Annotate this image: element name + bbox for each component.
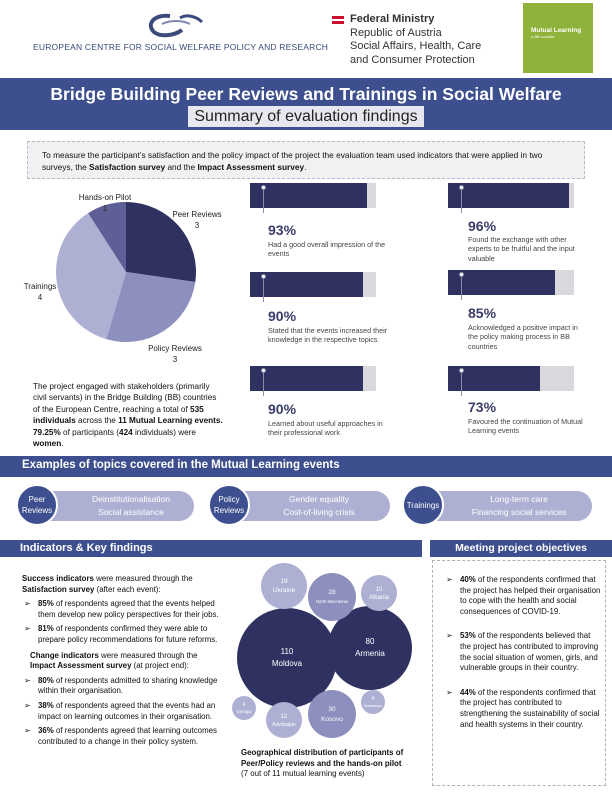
stake-t4: individuals) were <box>132 427 196 437</box>
stat-marker-dot <box>261 274 266 279</box>
stat-marker-dot <box>459 185 464 190</box>
stat-bar-fill <box>448 270 555 295</box>
stat-card <box>250 366 383 451</box>
bubble-azerbaijan-circle <box>266 702 302 738</box>
bubble-kosovo-circle <box>308 690 356 738</box>
bubble-georgia-circle <box>232 696 256 720</box>
pie-label-peer-value: 3 <box>194 221 200 230</box>
success-item <box>22 599 222 620</box>
intro-text-1: To measure the participant’s satisfaction and the policy impact of the project the evaluation team used indicators that were applied in two surveys, the <box>42 150 543 172</box>
indicators-heading: Indicators & Key findings <box>20 542 153 554</box>
bubble-kosovo <box>308 690 356 738</box>
bubble-georgia-name: Georgia <box>236 709 252 714</box>
ministry-line-1: Federal Ministry <box>350 13 435 25</box>
topic-policy-2: Cost-of-living crisis <box>283 507 355 517</box>
stat-card <box>448 270 578 360</box>
objective-item <box>446 575 602 617</box>
intro-survey-1: Satisfaction survey <box>89 162 166 172</box>
ecsw-logo <box>140 10 210 42</box>
stat-bar <box>448 183 574 208</box>
intro-text-2: and the <box>165 162 198 172</box>
pie-label-hands-value: 1 <box>102 204 108 213</box>
geo-bubble-chart <box>232 562 417 744</box>
page-title: Bridge Building Peer Reviews and Trainings in Social Welfare <box>50 84 562 104</box>
change-t2: (at project end): <box>131 661 189 671</box>
stat-card <box>250 183 386 263</box>
bubble-georgia-value: 4 <box>242 702 246 708</box>
stake-t2: across the <box>75 416 119 426</box>
change-item-value: 38% <box>38 700 54 710</box>
success-item <box>22 624 222 645</box>
stat-marker-dot <box>459 272 464 277</box>
success-item-text: of respondents confirmed they were able to prepare policy recommendations for future reforms. <box>38 624 218 644</box>
stat-percent: 96% <box>468 218 497 234</box>
pie-label-hands-on <box>70 192 140 214</box>
ministry-line-3: Social Affairs, Health, Care <box>350 40 482 52</box>
change-item <box>22 676 222 697</box>
stat-description: Had a good overall impression of the events <box>268 240 386 259</box>
stat-description: Learned about useful approaches in their professional work <box>268 419 383 438</box>
ministry-line-2: Republic of Austria <box>350 26 442 39</box>
topic-policy-items <box>254 493 384 519</box>
bubble-ukraine-name: Ukraine <box>272 587 296 594</box>
objective-value: 40% <box>460 575 476 584</box>
stake-t3: of participants ( <box>60 427 120 437</box>
stat-bar-fill <box>448 183 569 208</box>
pie-label-peer <box>162 209 232 231</box>
bubble-moldova-name: Moldova <box>271 659 303 668</box>
change-item <box>22 726 222 747</box>
stat-card <box>448 183 574 263</box>
bubble-azerbaijan <box>266 702 302 738</box>
stat-percent: 90% <box>268 308 297 324</box>
bubble-georgia <box>232 696 256 720</box>
mutual-learning-logo <box>523 3 593 73</box>
bubble-kosovo-name: Kosovo <box>321 716 343 723</box>
success-survey: Satisfaction survey <box>22 584 95 594</box>
ministry-line-4: and Consumer Protection <box>350 53 475 66</box>
topic-peer-1: Deinstitutionalisation <box>92 494 170 504</box>
stat-bar <box>250 272 376 297</box>
stake-t5: . <box>61 439 64 449</box>
stake-b2: 11 Mutual Learning events. 79.25% <box>33 416 223 437</box>
bubble-azerbaijan-value: 12 <box>280 714 288 720</box>
topic-trainings-items <box>454 493 584 519</box>
intro-text-3: . <box>304 162 307 172</box>
stat-bar <box>448 270 574 295</box>
geo-caption-title: Geographical distribution of participants of Peer/Policy reviews and the hands-on pilot <box>241 748 404 768</box>
success-item-value: 81% <box>38 624 54 634</box>
stat-bar <box>250 183 376 208</box>
stake-t1: The project engaged with stakeholders (primarily civil servants) in the Bridge Building (BB) countries of the European Centre, reaching a total of <box>33 382 217 414</box>
success-label: Success indicators <box>22 574 94 583</box>
stat-description: Acknowledged a positive impact in the policy making process in BB countries <box>468 323 578 351</box>
bubble-north-macedonia-name: North Macedonia <box>316 599 348 604</box>
change-t1: were measured through the <box>98 650 198 660</box>
topic-circle-trainings: Trainings <box>402 484 444 526</box>
objective-text: of the respondents confirmed that the project has contributed to strengthening the sustainability of social and health systems in their country. <box>460 687 600 729</box>
bubble-ukraine-value: 19 <box>280 578 288 585</box>
stat-card <box>448 366 583 451</box>
bubble-kosovo-value: 30 <box>328 706 336 713</box>
objective-item <box>446 631 602 673</box>
stat-marker-dot <box>261 368 266 373</box>
bubble-armenia-value: 80 <box>365 637 375 646</box>
stakeholders-text <box>33 381 223 449</box>
stat-bar <box>250 366 376 391</box>
stat-bar-rest <box>569 183 574 208</box>
bubble-montenegro-name: Montenegro <box>363 704 383 708</box>
intro-box <box>27 141 585 179</box>
stat-percent: 90% <box>268 401 297 417</box>
success-item-text: of respondents agreed that the events helped them develop new policy perspectives for their jobs. <box>38 599 219 619</box>
topic-circle-policy: Policy Reviews <box>208 484 250 526</box>
bubble-north-macedonia <box>308 573 356 621</box>
stat-bar-fill <box>250 272 363 297</box>
success-t1: were measured through the <box>93 574 193 583</box>
intro-survey-2: Impact Assessment survey <box>197 162 305 172</box>
stat-percent: 73% <box>468 399 497 415</box>
stat-percent: 93% <box>268 222 297 238</box>
bubble-albania-circle <box>361 575 397 611</box>
pie-label-policy <box>140 343 210 365</box>
ecsw-name: EUROPEAN CENTRE FOR SOCIAL WELFARE POLICY AND RESEARCH <box>33 42 329 52</box>
stat-percent: 85% <box>468 305 497 321</box>
objective-item <box>446 688 602 730</box>
change-item-value: 36% <box>38 726 54 736</box>
stat-bar-rest <box>363 272 376 297</box>
stat-bar-rest <box>540 366 574 391</box>
stat-bar <box>448 366 574 391</box>
stat-description: Stated that the events increased their knowledge in the respective topics <box>268 326 388 345</box>
bubble-albania <box>361 575 397 611</box>
stat-marker-dot <box>459 368 464 373</box>
topic-policy-1: Gender equality <box>288 494 349 504</box>
bubble-albania-name: Albania <box>368 595 390 601</box>
pie-label-train-name: Trainings <box>23 282 57 291</box>
indicators-body <box>22 574 222 747</box>
success-intro <box>22 574 222 595</box>
pie-label-train-value: 4 <box>37 293 43 302</box>
change-survey: Impact Assessment survey <box>30 661 132 671</box>
stat-bar-rest <box>555 270 574 295</box>
stat-marker-dot <box>261 185 266 190</box>
stat-bar-rest <box>363 366 376 391</box>
topic-trainings-2: Financing social services <box>471 507 567 517</box>
geo-caption <box>241 748 419 780</box>
bubble-armenia-name: Armenia <box>355 649 385 658</box>
stat-bar-rest <box>367 183 376 208</box>
change-intro <box>22 651 222 672</box>
bubble-montenegro <box>361 690 385 714</box>
bubble-north-macedonia-circle <box>308 573 356 621</box>
ml-logo-title: Mutual Learning <box>531 27 582 34</box>
change-label: Change indicators <box>30 650 99 660</box>
ministry-name <box>350 13 481 67</box>
geo-caption-note: (7 out of 11 mutual learning events) <box>241 769 365 778</box>
bubble-ukraine-circle <box>261 563 307 609</box>
objective-text: of the respondents believed that the project has contributed to improving the social situation of women, girls, and vulnerable groups in their country. <box>460 631 599 673</box>
bubble-ukraine <box>261 563 307 609</box>
bubble-north-macedonia-value: 28 <box>328 589 336 596</box>
stake-b4: women <box>33 439 62 449</box>
austria-flag-icon <box>332 16 344 24</box>
bubble-moldova-value: 110 <box>280 647 294 656</box>
success-t2: (after each event): <box>94 584 161 594</box>
pie-label-hands-name: Hands-on Pilot <box>78 193 132 202</box>
topic-circle-peer: Peer Reviews <box>16 484 58 526</box>
bubble-montenegro-circle <box>361 690 385 714</box>
stat-bar-fill <box>250 366 363 391</box>
pie-label-trainings <box>20 281 60 303</box>
change-item-text: of respondents admitted to sharing knowledge within their organisation. <box>38 675 218 696</box>
objective-value: 44% <box>460 687 476 697</box>
stake-b3: 424 <box>119 427 133 437</box>
change-item-text: of respondents agreed that the events had an impact on learning outcomes in their organisation. <box>38 700 216 721</box>
bubble-azerbaijan-name: Azerbaijan <box>272 722 296 728</box>
success-item-value: 85% <box>38 599 54 609</box>
topics-band <box>14 482 598 527</box>
stat-description: Found the exchange with other experts to be fruitful and the input valuable <box>468 235 575 263</box>
bubble-montenegro-value: 4 <box>371 696 375 702</box>
topic-peer-2: Social assistance <box>98 507 164 517</box>
pie-label-policy-name: Policy Reviews <box>148 344 202 353</box>
pie-label-policy-value: 3 <box>172 355 178 364</box>
objective-text: of the respondents confirmed that the project has helped their organisation to cope with the health and social consequences of COVID-19. <box>460 575 601 616</box>
topic-peer-items <box>66 493 196 519</box>
stat-card <box>250 272 388 362</box>
change-item-value: 80% <box>38 675 54 685</box>
topic-trainings-1: Long-term care <box>490 494 548 504</box>
objectives-body <box>446 575 602 744</box>
change-item <box>22 701 222 722</box>
stake-b1: 535 individuals <box>33 404 204 426</box>
change-item-text: of respondents agreed that learning outcomes contributed to a change in their policy system. <box>38 726 217 746</box>
topics-heading: Examples of topics covered in the Mutual Learning events <box>22 459 340 471</box>
stat-bar-fill <box>250 183 367 208</box>
bubble-albania-value: 10 <box>375 587 383 593</box>
pie-label-peer-name: Peer Reviews <box>172 210 222 219</box>
ml-logo-sub: in BB countries <box>531 35 555 39</box>
objective-value: 53% <box>460 631 476 641</box>
page-subtitle: Summary of evaluation findings <box>188 106 424 127</box>
objectives-heading: Meeting project objectives <box>455 542 587 554</box>
stat-description: Favoured the continuation of Mutual Learning events <box>468 417 583 436</box>
